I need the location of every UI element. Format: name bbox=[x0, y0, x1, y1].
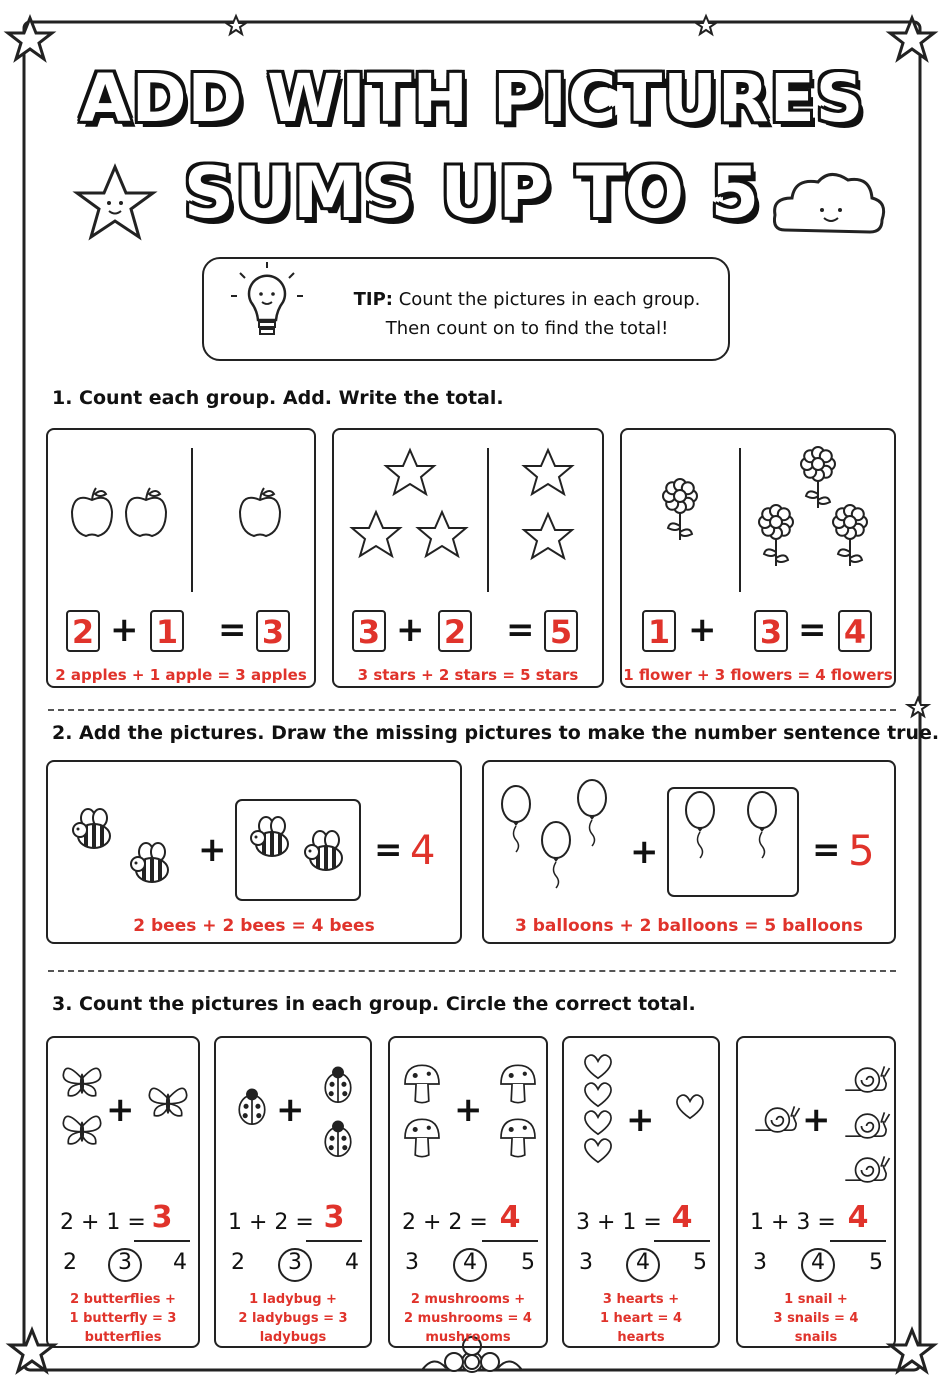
balloon-icon bbox=[686, 792, 714, 858]
answer-value: 3 bbox=[151, 1200, 173, 1235]
sum-box[interactable]: 3 bbox=[256, 610, 290, 652]
answer-circle bbox=[453, 1248, 487, 1282]
answer-line bbox=[482, 1240, 538, 1242]
bee-icon bbox=[251, 817, 288, 856]
plus-sign: + bbox=[396, 610, 425, 650]
corner-star-icon bbox=[890, 18, 934, 59]
corner-star-icon bbox=[890, 1330, 934, 1371]
ladybug-icon bbox=[239, 1088, 265, 1124]
star-icon bbox=[352, 512, 400, 556]
answer-caption: 3 balloons + 2 balloons = 5 balloons bbox=[514, 916, 864, 936]
star-icon bbox=[386, 450, 434, 494]
addend-a-box[interactable]: 2 bbox=[66, 610, 100, 652]
answer-line bbox=[306, 1240, 362, 1242]
choice-option[interactable]: 3 bbox=[405, 1250, 419, 1275]
bee-icon bbox=[131, 843, 168, 882]
plus-sign: + bbox=[106, 1090, 135, 1130]
balloon-icon bbox=[578, 780, 606, 846]
bee-icon bbox=[73, 809, 110, 848]
answer-line bbox=[654, 1240, 710, 1242]
butterfly-icon bbox=[149, 1088, 186, 1116]
answer-caption: 2 bees + 2 bees = 4 bees bbox=[133, 916, 375, 936]
answer-caption bbox=[48, 1290, 198, 1347]
caption-line: snails bbox=[794, 1330, 838, 1345]
heart-icon bbox=[677, 1095, 703, 1118]
choice-option[interactable]: 3 bbox=[118, 1250, 132, 1275]
plus-sign: + bbox=[688, 610, 717, 650]
mushroom-icon bbox=[501, 1119, 535, 1156]
caption-line: hearts bbox=[617, 1330, 665, 1345]
caption-line: 2 ladybugs = 3 bbox=[238, 1311, 348, 1326]
tip-line-2: Then count on to find the total! bbox=[385, 318, 669, 339]
flower-icon bbox=[833, 505, 867, 566]
sum-value: 4 bbox=[410, 828, 436, 874]
choice-option[interactable]: 4 bbox=[811, 1250, 825, 1275]
caption-line: 3 hearts + bbox=[602, 1292, 680, 1307]
equals-sign: = bbox=[218, 610, 247, 650]
answer-line bbox=[134, 1240, 190, 1242]
problem-card bbox=[482, 760, 896, 944]
small-star-icon bbox=[908, 698, 928, 716]
caption-line: ladybugs bbox=[259, 1330, 327, 1345]
equation: 2 + 2 = bbox=[402, 1210, 488, 1235]
section-3-heading: 3. Count the pictures in each group. Circle the correct total. bbox=[52, 993, 696, 1015]
caption-line: 1 butterfly = 3 bbox=[69, 1311, 177, 1326]
choice-option[interactable]: 2 bbox=[63, 1250, 77, 1275]
answer-value: 3 bbox=[323, 1200, 345, 1235]
caption-line: 1 ladybug + bbox=[249, 1292, 337, 1307]
choice-option[interactable]: 5 bbox=[869, 1250, 883, 1275]
tip-text bbox=[332, 285, 722, 343]
tip-line-1: Count the pictures in each group. bbox=[398, 289, 701, 310]
answer-value: 4 bbox=[671, 1200, 693, 1235]
choice-option[interactable]: 3 bbox=[288, 1250, 302, 1275]
plus-sign: + bbox=[198, 830, 227, 870]
star-icon bbox=[418, 512, 466, 556]
caption-line: 1 snail + bbox=[784, 1292, 848, 1307]
choice-option[interactable]: 2 bbox=[231, 1250, 245, 1275]
equation: 1 + 2 = bbox=[228, 1210, 314, 1235]
tip-box bbox=[202, 257, 730, 361]
answer-caption bbox=[390, 1290, 546, 1347]
plus-sign: + bbox=[630, 832, 659, 872]
addend-a-box[interactable]: 3 bbox=[352, 610, 386, 652]
title-line-1: ADD WITH PICTURES bbox=[79, 60, 865, 137]
answer-circle bbox=[108, 1248, 142, 1282]
snail-icon bbox=[845, 1066, 889, 1092]
choice-option[interactable]: 5 bbox=[521, 1250, 535, 1275]
butterfly-icon bbox=[63, 1116, 100, 1144]
apple-icon bbox=[72, 488, 112, 536]
addend-a-box[interactable]: 1 bbox=[642, 610, 676, 652]
sum-box[interactable]: 4 bbox=[838, 610, 872, 652]
addend-b-box[interactable]: 3 bbox=[754, 610, 788, 652]
mushroom-icon bbox=[405, 1119, 439, 1156]
flower-icon bbox=[663, 479, 697, 540]
plus-sign: + bbox=[454, 1090, 483, 1130]
choice-option[interactable]: 3 bbox=[579, 1250, 593, 1275]
problem-card bbox=[620, 428, 896, 688]
choice-option[interactable]: 5 bbox=[693, 1250, 707, 1275]
answer-caption: 1 flower + 3 flowers = 4 flowers bbox=[623, 666, 893, 684]
addend-b-box[interactable]: 2 bbox=[438, 610, 472, 652]
mushroom-icon bbox=[501, 1065, 535, 1102]
choice-option[interactable]: 3 bbox=[753, 1250, 767, 1275]
mushroom-icon bbox=[405, 1065, 439, 1102]
equals-sign: = bbox=[506, 610, 535, 650]
heart-icon bbox=[585, 1055, 611, 1078]
tip-label: TIP: bbox=[353, 289, 393, 310]
apple-icon bbox=[240, 488, 280, 536]
addend-b-box[interactable]: 1 bbox=[150, 610, 184, 652]
balloon-icon bbox=[502, 786, 530, 852]
snail-icon bbox=[845, 1156, 889, 1182]
answer-circle bbox=[626, 1248, 660, 1282]
plus-sign: + bbox=[110, 610, 139, 650]
star-icon bbox=[524, 514, 572, 558]
equation: 1 + 3 = bbox=[750, 1210, 836, 1235]
apple-icon bbox=[126, 488, 166, 536]
plus-sign: + bbox=[626, 1100, 655, 1140]
small-star-icon bbox=[696, 16, 716, 34]
answer-line bbox=[830, 1240, 886, 1242]
heart-icon bbox=[585, 1111, 611, 1134]
problem-card bbox=[736, 1036, 896, 1348]
answer-caption: 3 stars + 2 stars = 5 stars bbox=[357, 666, 579, 684]
caption-line: butterflies bbox=[84, 1330, 162, 1345]
section-2-heading: 2. Add the pictures. Draw the missing pictures to make the number sentence true. bbox=[52, 722, 940, 744]
equals-sign: = bbox=[812, 830, 841, 870]
answer-circle bbox=[801, 1248, 835, 1282]
answer-value: 4 bbox=[499, 1200, 521, 1235]
star-icon bbox=[524, 450, 572, 494]
caption-line: 2 mushrooms + bbox=[410, 1292, 526, 1307]
section-1-heading: 1. Count each group. Add. Write the total. bbox=[52, 387, 504, 409]
sum-box[interactable]: 5 bbox=[544, 610, 578, 652]
choice-option[interactable]: 4 bbox=[173, 1250, 187, 1275]
heart-icon bbox=[585, 1139, 611, 1162]
caption-line: 3 snails = 4 bbox=[773, 1311, 859, 1326]
choice-option[interactable]: 4 bbox=[463, 1250, 477, 1275]
answer-caption bbox=[564, 1290, 718, 1347]
problem-card bbox=[562, 1036, 720, 1348]
balloon-icon bbox=[748, 792, 776, 858]
equals-sign: = bbox=[374, 830, 403, 870]
butterfly-icon bbox=[63, 1068, 100, 1096]
choice-option[interactable]: 4 bbox=[636, 1250, 650, 1275]
problem-card bbox=[46, 428, 316, 688]
answer-value: 4 bbox=[847, 1200, 869, 1235]
answer-circle bbox=[278, 1248, 312, 1282]
sum-value: 5 bbox=[848, 826, 875, 875]
problem-card bbox=[46, 1036, 200, 1348]
flower-icon bbox=[759, 505, 793, 566]
answer-caption bbox=[738, 1290, 894, 1347]
caption-line: 1 heart = 4 bbox=[599, 1311, 683, 1326]
snail-icon bbox=[755, 1106, 799, 1132]
choice-option[interactable]: 4 bbox=[345, 1250, 359, 1275]
equation: 2 + 1 = bbox=[60, 1210, 146, 1235]
corner-star-icon bbox=[8, 18, 52, 59]
flower-icon bbox=[801, 447, 835, 508]
plus-sign: + bbox=[276, 1090, 305, 1130]
ladybug-icon bbox=[325, 1120, 351, 1156]
answer-caption: 2 apples + 1 apple = 3 apples bbox=[55, 666, 307, 684]
snail-icon bbox=[845, 1112, 889, 1138]
caption-line: 2 mushrooms = 4 bbox=[404, 1311, 532, 1326]
problem-card bbox=[332, 428, 604, 688]
equation: 3 + 1 = bbox=[576, 1210, 662, 1235]
bee-icon bbox=[305, 831, 342, 870]
balloon-icon bbox=[542, 822, 570, 888]
caption-line: 2 butterflies + bbox=[70, 1292, 176, 1307]
problem-card bbox=[214, 1036, 372, 1348]
heart-icon bbox=[585, 1083, 611, 1106]
problem-card bbox=[46, 760, 462, 944]
section-divider bbox=[48, 709, 896, 711]
answer-caption bbox=[216, 1290, 370, 1347]
problem-card bbox=[388, 1036, 548, 1348]
plus-sign: + bbox=[802, 1100, 831, 1140]
caption-line: mushrooms bbox=[425, 1330, 511, 1345]
section-divider bbox=[48, 970, 896, 972]
title-line-2: SUMS UP TO 5 bbox=[183, 152, 761, 234]
small-star-icon bbox=[226, 16, 246, 34]
ladybug-icon bbox=[325, 1066, 351, 1102]
equals-sign: = bbox=[798, 610, 827, 650]
